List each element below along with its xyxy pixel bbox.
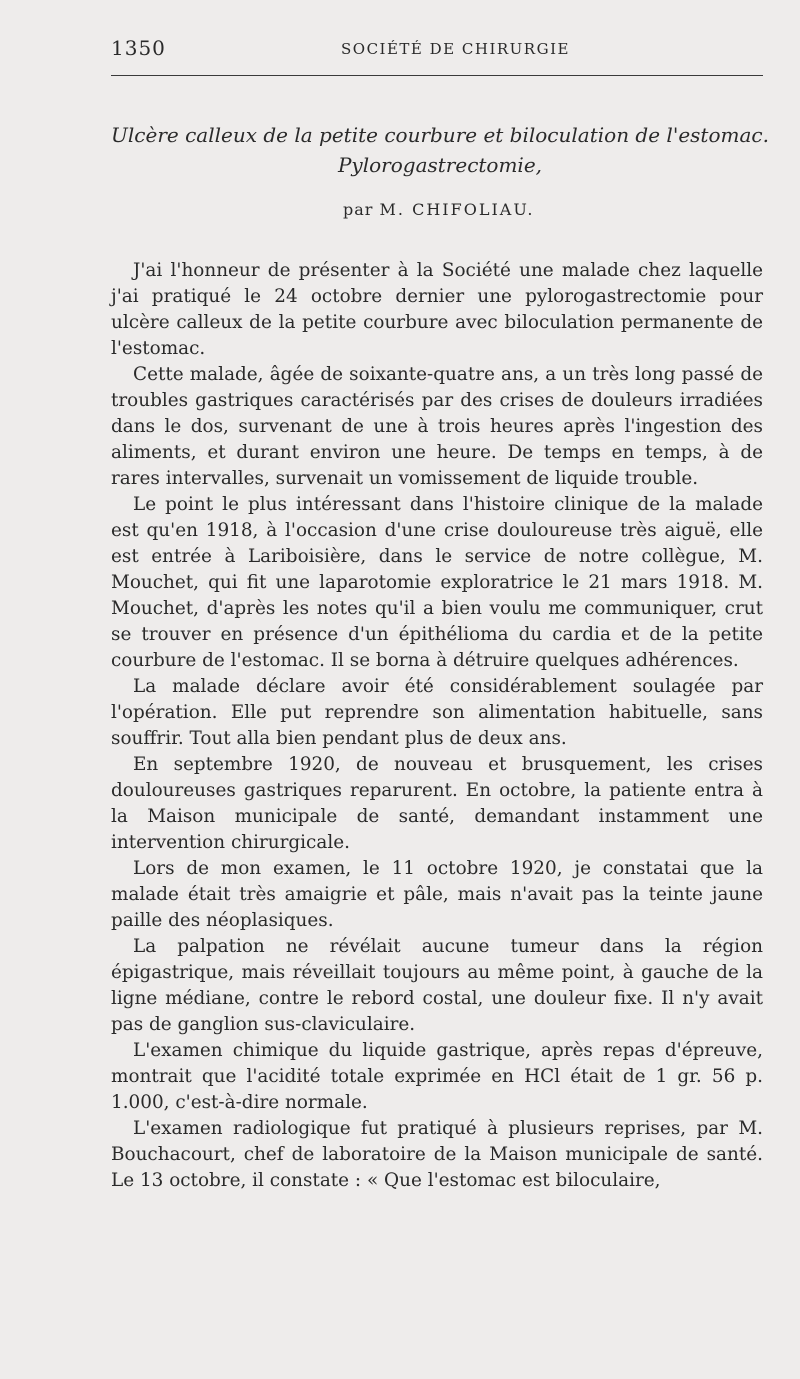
page-header: [111, 36, 761, 66]
page-number: 1350: [111, 36, 166, 60]
paragraph: L'examen chimique du liquide gastrique, après repas d'épreuve, montrait que l'acidité totale exprimée en HCl était de 1 gr. 56 p. 1.000, c'est-à-dire normale.: [111, 1040, 763, 1113]
paragraph: Le point le plus intéressant dans l'histoire clinique de la malade est qu'en 1918, à l'occasion d'une crise douloureuse très aiguë, elle est entrée à Lariboisière, dans le service de notre collègue, M. Mouchet, qui fit une laparotomie exploratrice le 21 mars 1918. M. Mouchet, d'après les notes qu'il a bien voulu me communiquer, crut se trouver en présence d'un épithélioma du cardia et de la petite courbure de l'estomac. Il se borna à détruire quelques adhérences.: [111, 494, 763, 671]
header-rule: [111, 75, 763, 76]
paragraph: Lors de mon examen, le 11 octobre 1920, je constatai que la malade était très amaigrie et pâle, mais n'avait pas la teinte jaune paille des néoplasiques.: [111, 858, 763, 931]
article-title: [80, 120, 800, 180]
paragraph: L'examen radiologique fut pratiqué à plusieurs reprises, par M. Bouchacourt, chef de laboratoire de la Maison municipale de santé. Le 13 octobre, il constate : « Que l'estomac est biloculaire,: [111, 1118, 763, 1191]
author-name: M. CHIFOLIAU.: [379, 200, 535, 219]
article-title-line-2: Pylorogastrectomie,: [337, 153, 543, 177]
paragraph: La malade déclare avoir été considérablement soulagée par l'opération. Elle put reprendre son alimentation habituelle, sans souffrir. Tout alla bien pendant plus de deux ans.: [111, 676, 763, 749]
article-author: [343, 200, 534, 219]
paragraph: Cette malade, âgée de soixante-quatre ans, a un très long passé de troubles gastriques caractérisés par des crises de douleurs irradiées dans le dos, survenant de une à trois heures après l'ingestion des aliments, et durant environ une heure. De temps en temps, à de rares intervalles, survenait un vomissement de liquide trouble.: [111, 364, 763, 489]
paragraph: J'ai l'honneur de présenter à la Société une malade chez laquelle j'ai pratiqué le 24 octobre dernier une pylorogastrectomie pour ulcère calleux de la petite courbure avec biloculation permanente de l'estomac.: [111, 260, 763, 359]
article-title-line-1: Ulcère calleux de la petite courbure et biloculation de l'estomac.: [111, 123, 769, 147]
paragraph: La palpation ne révélait aucune tumeur dans la région épigastrique, mais réveillait toujours au même point, à gauche de la ligne médiane, contre le rebord costal, une douleur fixe. Il n'y avait pas de ganglion sus-claviculaire.: [111, 936, 763, 1035]
paragraph: En septembre 1920, de nouveau et brusquement, les crises douloureuses gastriques reparurent. En octobre, la patiente entra à la Maison municipale de santé, demandant instamment une intervention chirurgicale.: [111, 754, 763, 853]
author-prefix: par: [343, 200, 374, 219]
article-body: [111, 258, 763, 1194]
running-head: SOCIÉTÉ DE CHIRURGIE: [341, 40, 570, 58]
